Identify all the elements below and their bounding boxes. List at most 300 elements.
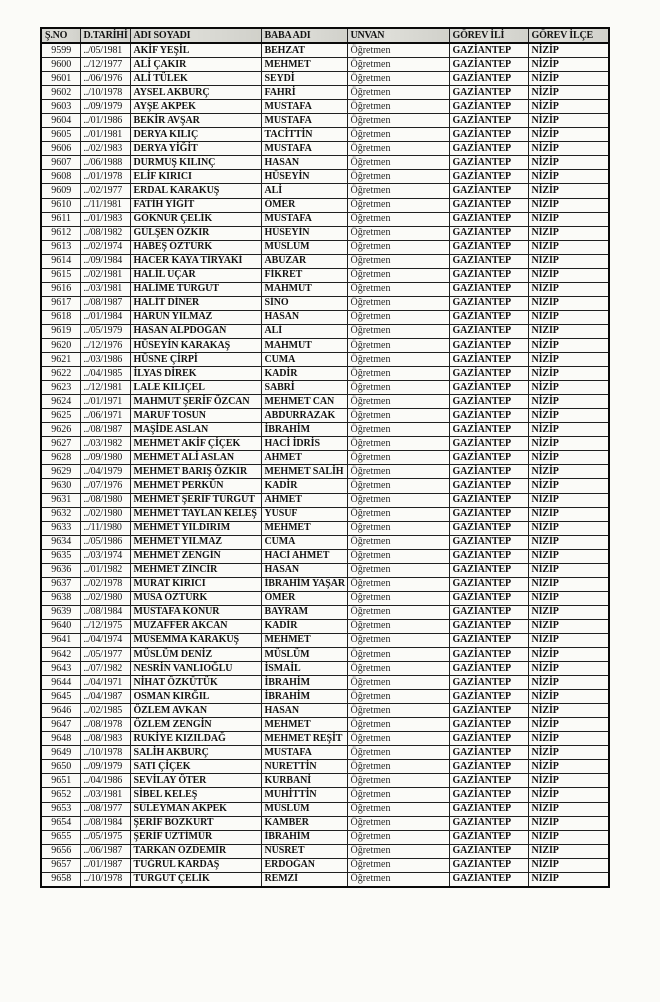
cell: Öğretmen <box>347 296 449 310</box>
cell: Öğretmen <box>347 72 449 86</box>
cell: ../12/1976 <box>80 338 130 352</box>
cell: HALİT DİNER <box>130 296 261 310</box>
cell: Öğretmen <box>347 732 449 746</box>
cell: NİZİP <box>528 830 609 844</box>
cell: 9606 <box>41 142 80 156</box>
cell: NİZİP <box>528 451 609 465</box>
cell: NİZİP <box>528 802 609 816</box>
cell: Öğretmen <box>347 619 449 633</box>
cell: ../02/1980 <box>80 507 130 521</box>
cell: 9651 <box>41 774 80 788</box>
cell: Öğretmen <box>347 128 449 142</box>
cell: FİKRET <box>261 268 347 282</box>
cell: MUSTAFA <box>261 746 347 760</box>
cell: MEHMET <box>261 718 347 732</box>
table-row <box>41 662 609 676</box>
cell: DURMUŞ KILINÇ <box>130 156 261 170</box>
cell: ../12/1975 <box>80 619 130 633</box>
cell: GAZİANTEP <box>449 662 528 676</box>
cell: ../10/1978 <box>80 746 130 760</box>
cell: FAHRİ <box>261 86 347 100</box>
cell: Öğretmen <box>347 718 449 732</box>
cell: Öğretmen <box>347 704 449 718</box>
cell: Öğretmen <box>347 577 449 591</box>
cell: TUĞRUL KARDAŞ <box>130 858 261 872</box>
cell: GÜLŞEN ÖZKIR <box>130 226 261 240</box>
cell: GAZİANTEP <box>449 423 528 437</box>
table-row <box>41 676 609 690</box>
cell: GAZİANTEP <box>449 844 528 858</box>
cell: 9627 <box>41 437 80 451</box>
cell: HÜSNE ÇİRPİ <box>130 353 261 367</box>
cell: ../02/1978 <box>80 577 130 591</box>
cell: MEHMET PERKÜN <box>130 479 261 493</box>
cell: 9641 <box>41 633 80 647</box>
cell: NURETTİN <box>261 760 347 774</box>
cell: 9623 <box>41 381 80 395</box>
cell: GAZİANTEP <box>449 310 528 324</box>
cell: ../08/1980 <box>80 493 130 507</box>
cell: NİZİP <box>528 774 609 788</box>
table-row <box>41 437 609 451</box>
cell: HACİ AHMET <box>261 549 347 563</box>
column-header-0: Ş.NO <box>41 28 80 43</box>
cell: GAZİANTEP <box>449 577 528 591</box>
table-row <box>41 381 609 395</box>
cell: MÜSLÜM DENİZ <box>130 648 261 662</box>
cell: ../08/1987 <box>80 423 130 437</box>
cell: NİZİP <box>528 268 609 282</box>
cell: Öğretmen <box>347 156 449 170</box>
cell: SÜLEYMAN AKPEK <box>130 802 261 816</box>
cell: SEYDİ <box>261 72 347 86</box>
cell: MEHMET <box>261 521 347 535</box>
cell: NİZİP <box>528 240 609 254</box>
cell: 9643 <box>41 662 80 676</box>
cell: GAZİANTEP <box>449 619 528 633</box>
cell: SEVİLAY ÖTER <box>130 774 261 788</box>
column-header-5: GÖREV İLİ <box>449 28 528 43</box>
cell: KADİR <box>261 479 347 493</box>
cell: 9631 <box>41 493 80 507</box>
cell: GAZİANTEP <box>449 170 528 184</box>
cell: GAZİANTEP <box>449 816 528 830</box>
cell: ../04/1979 <box>80 465 130 479</box>
cell: Öğretmen <box>347 43 449 58</box>
table-row <box>41 156 609 170</box>
table-row <box>41 760 609 774</box>
cell: KADİR <box>261 619 347 633</box>
cell: Öğretmen <box>347 746 449 760</box>
cell: GAZİANTEP <box>449 226 528 240</box>
cell: GAZİANTEP <box>449 549 528 563</box>
cell: 9625 <box>41 409 80 423</box>
cell: SİNO <box>261 296 347 310</box>
cell: 9615 <box>41 268 80 282</box>
cell: ERDAL KARAKUŞ <box>130 184 261 198</box>
cell: TURGUT ÇELİK <box>130 872 261 887</box>
cell: Öğretmen <box>347 633 449 647</box>
cell: NİZİP <box>528 746 609 760</box>
cell: ../01/1987 <box>80 858 130 872</box>
cell: NİZİP <box>528 662 609 676</box>
cell: Öğretmen <box>347 521 449 535</box>
cell: AKİF YEŞİL <box>130 43 261 58</box>
header-row <box>41 28 609 43</box>
cell: NİZİP <box>528 535 609 549</box>
cell: MÜSLÜM <box>261 802 347 816</box>
cell: Öğretmen <box>347 858 449 872</box>
table-row <box>41 58 609 72</box>
cell: ELİF KIRICI <box>130 170 261 184</box>
table-row <box>41 690 609 704</box>
cell: NİZİP <box>528 353 609 367</box>
cell: NİZİP <box>528 43 609 58</box>
cell: TARKAN ÖZDEMİR <box>130 844 261 858</box>
cell: HACER KAYA TİRYAKİ <box>130 254 261 268</box>
cell: KAMBER <box>261 816 347 830</box>
cell: ../02/1977 <box>80 184 130 198</box>
cell: NİZİP <box>528 156 609 170</box>
cell: ../08/1977 <box>80 802 130 816</box>
cell: 9640 <box>41 619 80 633</box>
cell: GAZİANTEP <box>449 633 528 647</box>
cell: HABEŞ ÖZTÜRK <box>130 240 261 254</box>
cell: 9628 <box>41 451 80 465</box>
cell: Öğretmen <box>347 507 449 521</box>
cell: GAZİANTEP <box>449 198 528 212</box>
cell: LALE KILIÇEL <box>130 381 261 395</box>
cell: MEHMET <box>261 633 347 647</box>
cell: GAZİANTEP <box>449 296 528 310</box>
table-row <box>41 577 609 591</box>
cell: Öğretmen <box>347 338 449 352</box>
cell: MEHMET TAYLAN KELEŞ <box>130 507 261 521</box>
table-row <box>41 142 609 156</box>
cell: FATİH YİĞİT <box>130 198 261 212</box>
cell: GAZİANTEP <box>449 704 528 718</box>
cell: NİZİP <box>528 633 609 647</box>
table-row <box>41 535 609 549</box>
cell: Öğretmen <box>347 353 449 367</box>
cell: NİZİP <box>528 591 609 605</box>
cell: ../09/1984 <box>80 254 130 268</box>
cell: Öğretmen <box>347 662 449 676</box>
cell: NİZİP <box>528 170 609 184</box>
table-row <box>41 563 609 577</box>
table-row <box>41 268 609 282</box>
cell: MEHMET YILMAZ <box>130 535 261 549</box>
cell: Öğretmen <box>347 648 449 662</box>
cell: HÜSEYİN <box>261 226 347 240</box>
table-row <box>41 479 609 493</box>
cell: Öğretmen <box>347 451 449 465</box>
cell: 9605 <box>41 128 80 142</box>
cell: NİZİP <box>528 114 609 128</box>
cell: ../04/1974 <box>80 633 130 647</box>
cell: MUZAFFER AKCAN <box>130 619 261 633</box>
cell: 9639 <box>41 605 80 619</box>
cell: ERDOĞAN <box>261 858 347 872</box>
cell: ../06/1976 <box>80 72 130 86</box>
table-row <box>41 128 609 142</box>
cell: ../08/1983 <box>80 732 130 746</box>
cell: Öğretmen <box>347 367 449 381</box>
cell: GAZİANTEP <box>449 732 528 746</box>
cell: REMZİ <box>261 872 347 887</box>
cell: ../04/1971 <box>80 676 130 690</box>
cell: NESRİN VANLIOĞLU <box>130 662 261 676</box>
cell: MÜSLÜM <box>261 240 347 254</box>
cell: ../02/1985 <box>80 704 130 718</box>
table-row <box>41 86 609 100</box>
cell: MAŞİDE ASLAN <box>130 423 261 437</box>
cell: MUSTAFA <box>261 100 347 114</box>
cell: AHMET <box>261 493 347 507</box>
cell: NİZİP <box>528 142 609 156</box>
cell: MUSA ÖZTÜRK <box>130 591 261 605</box>
cell: GAZİANTEP <box>449 872 528 887</box>
table-row <box>41 872 609 887</box>
table-row <box>41 591 609 605</box>
cell: ABDURRAZAK <box>261 409 347 423</box>
cell: GAZİANTEP <box>449 184 528 198</box>
table-row <box>41 844 609 858</box>
cell: Öğretmen <box>347 563 449 577</box>
cell: Öğretmen <box>347 310 449 324</box>
cell: GAZİANTEP <box>449 465 528 479</box>
cell: 9619 <box>41 324 80 338</box>
cell: 9612 <box>41 226 80 240</box>
cell: MEHMET REŞİT <box>261 732 347 746</box>
cell: GAZİANTEP <box>449 282 528 296</box>
cell: HALİL UÇAR <box>130 268 261 282</box>
cell: MEHMET ZENGİN <box>130 549 261 563</box>
cell: SİBEL KELEŞ <box>130 788 261 802</box>
table-row <box>41 395 609 409</box>
cell: HASAN <box>261 310 347 324</box>
table-row <box>41 704 609 718</box>
cell: NİZİP <box>528 872 609 887</box>
table-row <box>41 521 609 535</box>
table-row <box>41 338 609 352</box>
cell: GAZİANTEP <box>449 58 528 72</box>
cell: ../03/1981 <box>80 282 130 296</box>
table-body <box>41 43 609 887</box>
cell: NİZİP <box>528 648 609 662</box>
cell: GAZİANTEP <box>449 479 528 493</box>
cell: 9610 <box>41 198 80 212</box>
cell: ../02/1974 <box>80 240 130 254</box>
table-row <box>41 184 609 198</box>
cell: NİHAT ÖZKÜTÜK <box>130 676 261 690</box>
cell: SABRİ <box>261 381 347 395</box>
cell: GAZİANTEP <box>449 774 528 788</box>
cell: İBRAHİM <box>261 423 347 437</box>
table-row <box>41 549 609 563</box>
cell: Öğretmen <box>347 381 449 395</box>
cell: GAZİANTEP <box>449 142 528 156</box>
cell: ../02/1981 <box>80 268 130 282</box>
cell: GAZİANTEP <box>449 690 528 704</box>
table-row <box>41 170 609 184</box>
cell: SATI ÇİÇEK <box>130 760 261 774</box>
cell: GAZİANTEP <box>449 100 528 114</box>
cell: 9657 <box>41 858 80 872</box>
cell: ../08/1987 <box>80 296 130 310</box>
cell: 9649 <box>41 746 80 760</box>
column-header-3: BABA ADI <box>261 28 347 43</box>
cell: ../01/1984 <box>80 310 130 324</box>
cell: GAZİANTEP <box>449 437 528 451</box>
cell: NİZİP <box>528 507 609 521</box>
cell: Öğretmen <box>347 479 449 493</box>
cell: ../05/1975 <box>80 830 130 844</box>
cell: Öğretmen <box>347 493 449 507</box>
cell: ../12/1981 <box>80 381 130 395</box>
cell: Öğretmen <box>347 844 449 858</box>
cell: 9629 <box>41 465 80 479</box>
cell: 9647 <box>41 718 80 732</box>
cell: GAZİANTEP <box>449 451 528 465</box>
cell: MEHMET SALİH <box>261 465 347 479</box>
cell: Öğretmen <box>347 788 449 802</box>
cell: ALİ <box>261 324 347 338</box>
cell: ../07/1982 <box>80 662 130 676</box>
table-row <box>41 423 609 437</box>
cell: GAZİANTEP <box>449 240 528 254</box>
cell: HASAN <box>261 563 347 577</box>
cell: GAZİANTEP <box>449 268 528 282</box>
cell: NİZİP <box>528 521 609 535</box>
cell: NİZİP <box>528 226 609 240</box>
cell: ../06/1971 <box>80 409 130 423</box>
cell: İBRAHİM YAŞAR <box>261 577 347 591</box>
cell: GAZİANTEP <box>449 591 528 605</box>
cell: GAZİANTEP <box>449 760 528 774</box>
cell: NİZİP <box>528 409 609 423</box>
table-row <box>41 718 609 732</box>
cell: GAZİANTEP <box>449 802 528 816</box>
cell: 9634 <box>41 535 80 549</box>
cell: NİZİP <box>528 395 609 409</box>
cell: ../06/1988 <box>80 156 130 170</box>
cell: 9630 <box>41 479 80 493</box>
cell: ../09/1980 <box>80 451 130 465</box>
cell: Öğretmen <box>347 423 449 437</box>
cell: 9600 <box>41 58 80 72</box>
column-header-6: GÖREV İLÇE <box>528 28 609 43</box>
table-row <box>41 746 609 760</box>
cell: ../03/1981 <box>80 788 130 802</box>
cell: NİZİP <box>528 58 609 72</box>
cell: NİZİP <box>528 732 609 746</box>
cell: ../02/1980 <box>80 591 130 605</box>
cell: GAZİANTEP <box>449 72 528 86</box>
cell: Öğretmen <box>347 212 449 226</box>
cell: 9603 <box>41 100 80 114</box>
cell: Öğretmen <box>347 170 449 184</box>
cell: NİZİP <box>528 718 609 732</box>
cell: GAZİANTEP <box>449 507 528 521</box>
table-row <box>41 858 609 872</box>
cell: MUSTAFA <box>261 212 347 226</box>
cell: Öğretmen <box>347 184 449 198</box>
cell: NİZİP <box>528 549 609 563</box>
cell: GAZİANTEP <box>449 788 528 802</box>
table-row <box>41 72 609 86</box>
cell: 9633 <box>41 521 80 535</box>
cell: NÜSRET <box>261 844 347 858</box>
table-header <box>41 28 609 43</box>
cell: ALİ TÜLEK <box>130 72 261 86</box>
cell: GAZİANTEP <box>449 676 528 690</box>
cell: 9656 <box>41 844 80 858</box>
cell: NİZİP <box>528 72 609 86</box>
cell: NİZİP <box>528 563 609 577</box>
cell: NİZİP <box>528 619 609 633</box>
cell: OSMAN KIRĞIL <box>130 690 261 704</box>
cell: ../10/1978 <box>80 86 130 100</box>
cell: İLYAS DİREK <box>130 367 261 381</box>
table-row <box>41 324 609 338</box>
cell: ../10/1978 <box>80 872 130 887</box>
cell: 9654 <box>41 816 80 830</box>
cell: ALİ <box>261 184 347 198</box>
cell: ../08/1978 <box>80 718 130 732</box>
cell: ../08/1982 <box>80 226 130 240</box>
cell: Öğretmen <box>347 535 449 549</box>
cell: Öğretmen <box>347 324 449 338</box>
table-row <box>41 43 609 58</box>
cell: 9635 <box>41 549 80 563</box>
cell: 9611 <box>41 212 80 226</box>
cell: NİZİP <box>528 465 609 479</box>
cell: Öğretmen <box>347 690 449 704</box>
cell: 9604 <box>41 114 80 128</box>
table-row <box>41 296 609 310</box>
cell: NİZİP <box>528 367 609 381</box>
table-row <box>41 774 609 788</box>
cell: HALİME TURGUT <box>130 282 261 296</box>
cell: İBRAHİM <box>261 690 347 704</box>
cell: GAZİANTEP <box>449 521 528 535</box>
cell: AHMET <box>261 451 347 465</box>
cell: MEHMET ALİ ASLAN <box>130 451 261 465</box>
cell: 9613 <box>41 240 80 254</box>
cell: NİZİP <box>528 212 609 226</box>
cell: NİZİP <box>528 605 609 619</box>
cell: NİZİP <box>528 338 609 352</box>
cell: GAZİANTEP <box>449 493 528 507</box>
cell: MEHMET <box>261 58 347 72</box>
cell: MAHMUT <box>261 282 347 296</box>
table-row <box>41 114 609 128</box>
cell: TACİTTİN <box>261 128 347 142</box>
cell: ../01/1986 <box>80 114 130 128</box>
cell: ../09/1979 <box>80 760 130 774</box>
cell: ../01/1982 <box>80 563 130 577</box>
cell: 9650 <box>41 760 80 774</box>
table-row <box>41 605 609 619</box>
cell: AYSEL AKBURÇ <box>130 86 261 100</box>
cell: NİZİP <box>528 282 609 296</box>
cell: ../01/1978 <box>80 170 130 184</box>
cell: HASAN <box>261 704 347 718</box>
cell: ../03/1982 <box>80 437 130 451</box>
table-row <box>41 619 609 633</box>
cell: MAHMUT <box>261 338 347 352</box>
